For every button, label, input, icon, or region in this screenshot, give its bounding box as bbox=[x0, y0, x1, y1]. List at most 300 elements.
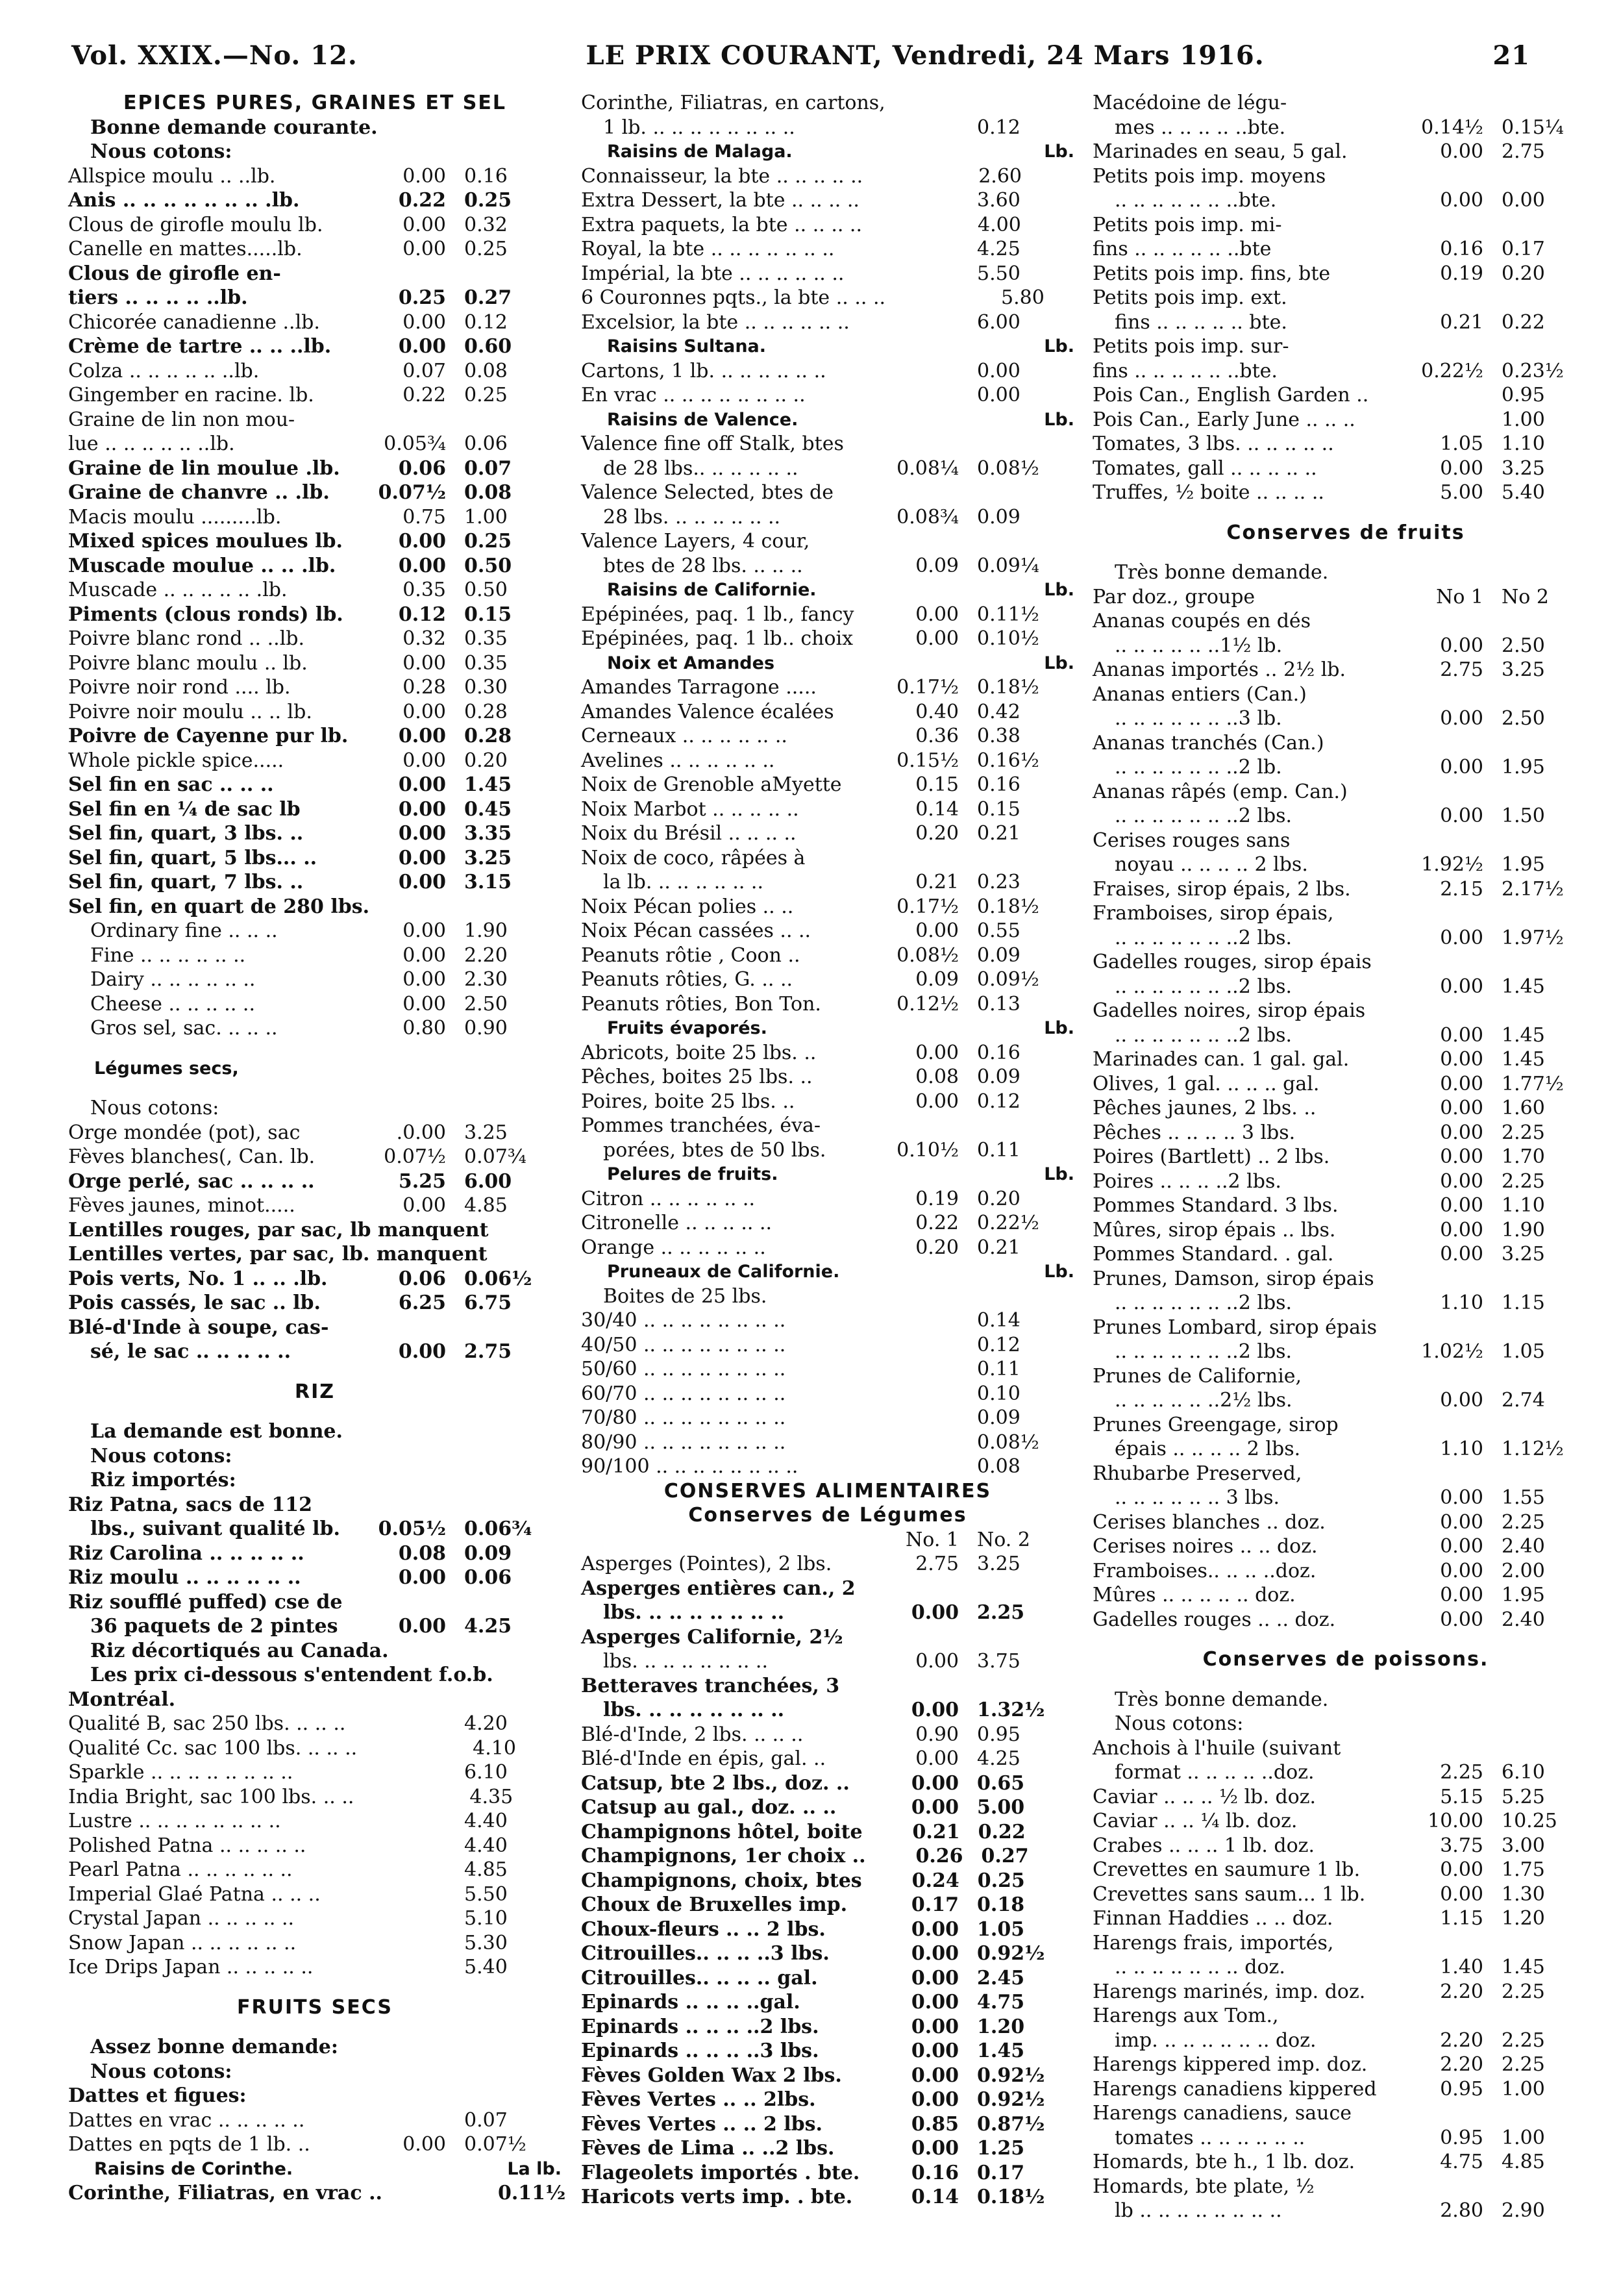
item-label: Anis .. .. .. .. .. .. .. .lb. bbox=[68, 189, 300, 212]
item-label: Epinards .. .. .. ..gal. bbox=[581, 1991, 800, 2014]
price-high: 1.45 bbox=[1502, 1023, 1545, 1047]
price-high: 1.15 bbox=[1502, 1292, 1545, 1314]
price-row bbox=[581, 1430, 1074, 1455]
price-low: 0.90 bbox=[915, 1723, 959, 1746]
item-label: Royal, la bte .. .. .. .. .. .. .. bbox=[581, 238, 835, 260]
price-values bbox=[1386, 408, 1599, 432]
subsection-title: Raisins de Valence. bbox=[607, 409, 798, 430]
price-values bbox=[349, 700, 562, 725]
price-high: 0.12 bbox=[977, 1090, 1020, 1113]
subsection-heading bbox=[581, 334, 1074, 359]
price-values bbox=[861, 2015, 1074, 2040]
price-values bbox=[349, 1016, 562, 1041]
price-row bbox=[1093, 755, 1599, 780]
item-label: 36 paquets de 2 pintes bbox=[90, 1615, 338, 1638]
item-label: Haricots verts imp. . bte. bbox=[581, 2186, 853, 2208]
text-line: Sel fin, en quart de 280 lbs. bbox=[68, 895, 370, 918]
price-values bbox=[861, 1406, 1074, 1430]
item-label: fins .. .. .. .. .. ..bte. bbox=[1093, 359, 1278, 382]
item-label: Finnan Haddies .. .. doz. bbox=[1093, 1907, 1333, 1930]
price-high: 0.21 bbox=[977, 1236, 1020, 1259]
price-row bbox=[1093, 1096, 1599, 1121]
price-high: 1.05 bbox=[977, 1917, 1025, 1941]
price-low: 0.06 bbox=[398, 456, 446, 480]
item-label: Extra Dessert, la bte .. .. .. .. bbox=[581, 189, 860, 212]
price-row bbox=[68, 2132, 562, 2157]
price-low bbox=[349, 1882, 446, 1907]
item-label: 1 lb. .. .. .. .. .. .. .. .. bbox=[603, 116, 795, 139]
unit-label: La lb. bbox=[507, 2158, 562, 2179]
price-values bbox=[349, 1145, 562, 1169]
text-line: Lentilles rouges, par sac, lb manquent bbox=[68, 1218, 489, 1242]
price-row bbox=[581, 1844, 1074, 1869]
item-label: lb .. .. .. .. .. .. .. .. bbox=[1115, 2199, 1282, 2222]
price-low: 0.00 bbox=[1440, 1097, 1483, 1119]
price-values bbox=[861, 359, 1074, 384]
price-high: 10.25 bbox=[1502, 1810, 1557, 1832]
price-high: 5.40 bbox=[1502, 481, 1545, 504]
price-values bbox=[861, 1308, 1074, 1333]
item-label: lbs. .. .. .. .. .. .. .. bbox=[603, 1650, 768, 1673]
price-low: 0.00 bbox=[1440, 926, 1483, 949]
price-low: 0.05½ bbox=[378, 1517, 446, 1540]
unit-label: Lb. bbox=[1044, 653, 1074, 673]
text-line: Nous cotons: bbox=[90, 1444, 232, 1467]
price-low: 0.00 bbox=[1440, 1243, 1483, 1266]
price-high: 1.90 bbox=[1502, 1218, 1545, 1242]
price-values bbox=[1386, 262, 1599, 286]
price-low: 2.25 bbox=[1440, 1761, 1483, 1784]
price-values bbox=[1386, 456, 1599, 481]
price-row bbox=[581, 456, 1074, 481]
price-high: 2.30 bbox=[464, 968, 508, 991]
price-values bbox=[1386, 658, 1599, 682]
price-values bbox=[349, 724, 562, 749]
price-values bbox=[861, 2039, 1074, 2064]
price-values bbox=[349, 675, 562, 700]
price-low: 0.22 bbox=[398, 189, 446, 212]
price-high: 0.12 bbox=[464, 310, 508, 334]
price-row bbox=[1093, 1437, 1599, 1462]
price-values bbox=[861, 116, 1074, 140]
price-row bbox=[581, 797, 1074, 822]
text-line: Prunes de Californie, bbox=[1093, 1364, 1302, 1388]
price-low: 0.20 bbox=[915, 822, 959, 845]
price-values bbox=[1386, 1809, 1599, 1834]
price-high: 2.75 bbox=[464, 1340, 512, 1363]
price-low: 0.00 bbox=[402, 310, 446, 334]
price-high: 1.95 bbox=[1502, 853, 1545, 876]
item-label: 70/80 .. .. .. .. .. .. .. .. bbox=[581, 1406, 786, 1429]
price-high: 6.10 bbox=[1502, 1761, 1545, 1784]
price-values bbox=[349, 334, 562, 359]
price-row bbox=[68, 554, 562, 579]
price-high: 3.25 bbox=[464, 1121, 508, 1144]
price-row bbox=[1093, 585, 1599, 610]
unit-label: Lb. bbox=[1044, 1164, 1074, 1184]
price-values bbox=[862, 213, 1075, 238]
price-high: 1.60 bbox=[1502, 1097, 1545, 1119]
price-low: 0.00 bbox=[1440, 1882, 1483, 1906]
price-high: 0.15 bbox=[464, 603, 512, 626]
price-row bbox=[581, 237, 1074, 262]
item-label: Catsup au gal., doz. .. .. bbox=[581, 1796, 837, 1819]
price-row bbox=[581, 2136, 1074, 2161]
price-low: 0.12 bbox=[398, 603, 446, 626]
item-label: Gadelles rouges .. .. doz. bbox=[1093, 1608, 1336, 1631]
item-label: 30/40 .. .. .. .. .. .. .. .. bbox=[581, 1309, 786, 1332]
item-label: Snow Japan .. .. .. .. .. .. bbox=[68, 1931, 297, 1954]
price-low: 5.00 bbox=[1440, 481, 1483, 504]
price-values bbox=[1386, 2126, 1599, 2151]
item-label: noyau .. .. .. .. 2 lbs. bbox=[1115, 853, 1308, 876]
price-row bbox=[581, 821, 1074, 846]
price-row bbox=[1093, 383, 1599, 408]
price-values bbox=[885, 286, 1098, 310]
price-low bbox=[354, 1785, 451, 1810]
text-line: Corinthe, Filiatras, en cartons, bbox=[581, 92, 885, 114]
price-values bbox=[1386, 1193, 1599, 1218]
item-label: Graine de chanvre .. .lb. bbox=[68, 481, 330, 504]
subsection-heading bbox=[581, 578, 1074, 603]
price-values bbox=[1386, 1906, 1599, 1931]
item-label: .. .. .. .. .. .. ..2 lbs. bbox=[1115, 975, 1293, 998]
price-high: 0.21 bbox=[977, 822, 1020, 845]
item-label: imp. .. .. .. .. .. .. doz. bbox=[1115, 2028, 1317, 2052]
price-high: 4.00 bbox=[978, 213, 1021, 236]
price-values bbox=[861, 967, 1074, 992]
subsection-title: Noix et Amandes bbox=[607, 653, 775, 673]
price-row bbox=[68, 1517, 562, 1541]
price-low bbox=[357, 1736, 454, 1761]
item-label: En vrac .. .. .. .. .. .. .. .. bbox=[581, 384, 806, 406]
price-row bbox=[68, 529, 562, 554]
price-row bbox=[68, 1121, 562, 1145]
price-high: 0.25 bbox=[464, 189, 512, 212]
price-values bbox=[349, 1858, 562, 1882]
item-label: Catsup, bte 2 lbs., doz. .. bbox=[581, 1771, 850, 1795]
price-row bbox=[1093, 408, 1599, 432]
spacer bbox=[68, 1364, 562, 1380]
item-label: Noix Pécan cassées .. .. bbox=[581, 919, 811, 942]
text-line: Asperges Californie, 2½ bbox=[581, 1625, 843, 1649]
subsection-title: Raisins de Malaga. bbox=[607, 142, 793, 162]
price-low: 0.10½ bbox=[897, 1138, 959, 1162]
price-row bbox=[1093, 1316, 1599, 1340]
price-row bbox=[581, 895, 1074, 919]
price-values bbox=[861, 749, 1074, 773]
price-values bbox=[863, 164, 1076, 189]
price-high: 2.00 bbox=[1502, 1559, 1545, 1582]
price-values bbox=[1386, 2053, 1599, 2077]
price-values bbox=[349, 1931, 562, 1956]
price-values bbox=[861, 456, 1074, 481]
price-high: 0.30 bbox=[464, 676, 508, 699]
text-line: Graine de lin non mou- bbox=[68, 408, 295, 431]
item-label: Impérial, la bte .. .. .. .. .. .. bbox=[581, 262, 845, 285]
price-low bbox=[885, 286, 983, 310]
price-row bbox=[68, 2181, 566, 2206]
price-row bbox=[581, 2185, 1074, 2210]
item-label: Extra paquets, la bte .. .. .. .. bbox=[581, 213, 862, 236]
item-label: Connaisseur, la bte .. .. .. .. .. bbox=[581, 164, 863, 188]
price-values bbox=[1386, 1023, 1599, 1048]
item-label: Cerises noires .. .. doz. bbox=[1093, 1535, 1318, 1558]
price-high: 0.45 bbox=[464, 797, 512, 821]
text-line: Harengs frais, importés, bbox=[1093, 1931, 1334, 1954]
section-heading: RIZ bbox=[294, 1380, 335, 1403]
item-label: tomates .. .. .. .. .. .. bbox=[1115, 2126, 1305, 2149]
item-label: btes de 28 lbs. .. .. .. bbox=[603, 554, 803, 577]
unit-label: Lb. bbox=[1044, 409, 1074, 430]
price-high: 0.28 bbox=[464, 725, 512, 747]
price-values bbox=[861, 1528, 1074, 1553]
column-1 bbox=[68, 91, 566, 2283]
price-values bbox=[1386, 804, 1599, 829]
price-row bbox=[68, 1858, 562, 1882]
price-values bbox=[861, 1454, 1074, 1479]
price-values bbox=[1386, 1486, 1599, 1510]
price-row bbox=[581, 1723, 1074, 1747]
price-low bbox=[349, 1858, 446, 1882]
price-row bbox=[68, 1882, 562, 1907]
price-row bbox=[68, 846, 562, 871]
price-high: 5.50 bbox=[464, 1882, 508, 1906]
price-row bbox=[68, 1614, 562, 1639]
column-3 bbox=[1093, 91, 1599, 2283]
price-row bbox=[581, 1771, 1074, 1796]
price-row bbox=[581, 1941, 1074, 1966]
item-label: Chicorée canadienne ..lb. bbox=[68, 310, 320, 334]
price-low: No. 1 bbox=[906, 1528, 959, 1551]
price-high: 0.18½ bbox=[977, 676, 1039, 699]
price-row bbox=[68, 1169, 562, 1194]
price-low: 0.28 bbox=[402, 676, 446, 699]
price-low: 0.00 bbox=[1440, 140, 1483, 163]
price-row bbox=[1093, 1218, 1599, 1243]
price-row bbox=[68, 359, 562, 384]
price-row bbox=[581, 1747, 1074, 1771]
item-label: Caviar .. .. ¼ lb. doz. bbox=[1093, 1810, 1298, 1832]
price-low: 0.06 bbox=[398, 1267, 446, 1290]
price-values bbox=[349, 1760, 562, 1785]
price-high: 0.22 bbox=[978, 1820, 1026, 1843]
price-row bbox=[1093, 634, 1599, 658]
price-low: 0.40 bbox=[915, 700, 959, 723]
price-high: 5.25 bbox=[1502, 1785, 1545, 1808]
text-line: Gadelles noires, sirop épais bbox=[1093, 999, 1366, 1022]
price-high: 0.18 bbox=[977, 1893, 1025, 1916]
price-high: 3.25 bbox=[464, 846, 512, 869]
item-label: sé, le sac .. .. .. .. .. bbox=[90, 1340, 291, 1363]
price-low: 0.17½ bbox=[897, 895, 959, 918]
price-high: 2.20 bbox=[464, 943, 508, 967]
price-values bbox=[1386, 755, 1599, 780]
price-row bbox=[68, 383, 562, 408]
item-label: Orange .. .. .. .. .. .. bbox=[581, 1236, 766, 1259]
price-row bbox=[581, 1990, 1074, 2015]
price-values bbox=[1386, 1388, 1599, 1413]
column-2 bbox=[581, 91, 1074, 2283]
price-high: 0.50 bbox=[464, 554, 512, 577]
price-values bbox=[349, 651, 562, 676]
price-row bbox=[68, 1712, 562, 1736]
price-row bbox=[1093, 1193, 1599, 1218]
subsection-heading bbox=[581, 651, 1074, 676]
price-row bbox=[581, 286, 1074, 310]
price-high: 0.20 bbox=[1502, 262, 1545, 285]
price-row bbox=[581, 724, 1074, 749]
price-high: 1.00 bbox=[464, 505, 508, 529]
price-values bbox=[861, 310, 1074, 335]
price-row bbox=[581, 1552, 1074, 1577]
price-values bbox=[861, 675, 1074, 700]
item-label: Tomates, 3 lbs. .. .. .. .. .. bbox=[1093, 432, 1334, 455]
price-row bbox=[581, 967, 1074, 992]
price-values bbox=[1386, 1047, 1599, 1072]
price-values bbox=[861, 1649, 1074, 1674]
price-row bbox=[1093, 1834, 1599, 1858]
price-high: 0.12 bbox=[977, 116, 1020, 139]
price-high: 0.18½ bbox=[977, 895, 1039, 918]
price-values bbox=[861, 603, 1074, 627]
price-low bbox=[349, 1955, 446, 1980]
item-label: Pois Can., Early June .. .. .. bbox=[1093, 408, 1355, 431]
price-row bbox=[1093, 2199, 1599, 2223]
price-low: 0.00 bbox=[402, 968, 446, 991]
price-high: 0.28 bbox=[464, 700, 508, 723]
price-row bbox=[581, 1236, 1074, 1260]
price-high: 1.00 bbox=[1502, 2126, 1545, 2149]
price-low bbox=[861, 188, 959, 213]
price-high: 2.74 bbox=[1502, 1389, 1545, 1412]
price-high: 2.25 bbox=[1502, 1980, 1545, 2003]
price-high: 5.80 bbox=[1001, 286, 1045, 309]
item-label: Orge perlé, sac .. .. .. .. bbox=[68, 1169, 315, 1193]
price-low: 0.00 bbox=[1440, 1486, 1483, 1509]
price-high: 2.25 bbox=[1502, 2053, 1545, 2076]
price-row bbox=[68, 505, 562, 530]
price-high: 0.15 bbox=[977, 797, 1020, 821]
price-row bbox=[68, 773, 562, 797]
price-low: 0.19 bbox=[915, 1187, 959, 1210]
price-values bbox=[861, 1187, 1074, 1212]
price-high: 0.07½ bbox=[464, 2133, 526, 2156]
item-label: Fèves de Lima .. ..2 lbs. bbox=[581, 2137, 835, 2160]
price-high: 0.23 bbox=[977, 871, 1020, 893]
item-label: Petits pois imp. fins, bte bbox=[1093, 262, 1331, 285]
price-row bbox=[1093, 1047, 1599, 1072]
item-label: Crevettes en saumure 1 lb. bbox=[1093, 1858, 1361, 1881]
price-high: 2.25 bbox=[1502, 2028, 1545, 2052]
price-row bbox=[581, 943, 1074, 968]
price-row bbox=[68, 870, 562, 895]
price-high: 2.90 bbox=[1502, 2199, 1545, 2222]
text-line: Prunes Greengage, sirop bbox=[1093, 1413, 1339, 1436]
text-line: Riz importés: bbox=[90, 1469, 236, 1491]
text-line: Petits pois imp. moyens bbox=[1093, 164, 1326, 188]
price-row bbox=[68, 1193, 562, 1218]
price-row bbox=[68, 1291, 562, 1316]
price-row bbox=[68, 456, 562, 481]
price-low: 0.00 bbox=[915, 1747, 959, 1770]
price-values bbox=[861, 724, 1074, 749]
price-high: 0.65 bbox=[977, 1771, 1025, 1795]
price-values bbox=[861, 1138, 1074, 1163]
price-low: 0.08 bbox=[398, 1541, 446, 1565]
price-low: No 1 bbox=[1436, 585, 1483, 608]
price-values bbox=[1386, 1437, 1599, 1462]
price-row bbox=[1093, 1906, 1599, 1931]
item-label: Homards, bte h., 1 lb. doz. bbox=[1093, 2151, 1355, 2173]
price-values bbox=[1386, 1510, 1599, 1535]
price-row bbox=[68, 603, 562, 627]
price-values bbox=[349, 237, 562, 262]
price-values bbox=[357, 1736, 570, 1761]
price-low: 5.25 bbox=[398, 1169, 446, 1193]
price-values bbox=[349, 846, 562, 871]
text-line: Les prix ci-dessous s'entendent f.o.b. bbox=[90, 1664, 493, 1686]
price-high: 5.30 bbox=[464, 1931, 508, 1954]
item-label: .. .. .. .. .. .. .. doz. bbox=[1115, 1956, 1285, 1978]
price-values bbox=[1386, 237, 1599, 262]
item-label: .. .. .. .. .. .. ..2 lbs. bbox=[1115, 805, 1293, 827]
item-label: Abricots, boite 25 lbs. .. bbox=[581, 1041, 817, 1064]
price-row bbox=[68, 821, 562, 846]
item-label: Fèves Vertes .. .. 2lbs. bbox=[581, 2088, 816, 2111]
text-line: Framboises, sirop épais, bbox=[1093, 902, 1334, 925]
price-high: 0.07 bbox=[464, 456, 512, 480]
price-row bbox=[1093, 2028, 1599, 2053]
price-low: 0.20 bbox=[915, 1236, 959, 1259]
price-low bbox=[861, 1333, 959, 1358]
price-high: 1.95 bbox=[1502, 1584, 1545, 1606]
item-label: Choux-fleurs .. .. 2 lbs. bbox=[581, 1917, 826, 1941]
item-label: Sel fin, quart, 3 lbs. .. bbox=[68, 822, 304, 845]
price-high: 0.06½ bbox=[464, 1267, 532, 1290]
price-row bbox=[1093, 706, 1599, 731]
item-label: .. .. .. .. .. .. ..2 lbs. bbox=[1115, 926, 1293, 949]
price-values bbox=[861, 1698, 1074, 1723]
price-values bbox=[349, 603, 562, 627]
item-label: Harengs marinés, imp. doz. bbox=[1093, 1980, 1366, 2003]
price-high: 1.12½ bbox=[1502, 1438, 1564, 1460]
price-high: 5.50 bbox=[977, 262, 1020, 285]
item-label: Orge mondée (pot), sac bbox=[68, 1121, 301, 1144]
price-high: 0.07 bbox=[464, 2108, 508, 2132]
price-row bbox=[68, 1340, 562, 1364]
price-values bbox=[861, 188, 1074, 213]
price-high: 1.50 bbox=[1502, 805, 1545, 827]
item-label: Caviar .. .. .. ½ lb. doz. bbox=[1093, 1785, 1317, 1808]
price-row bbox=[581, 1308, 1074, 1333]
text-line: Blé-d'Inde à soupe, cas- bbox=[68, 1316, 329, 1339]
item-label: Poires, boite 25 lbs. .. bbox=[581, 1090, 795, 1113]
text-line: Ananas coupés en dés bbox=[1093, 610, 1311, 632]
price-row bbox=[581, 675, 1074, 700]
text-line: Macédoine de légu- bbox=[1093, 92, 1287, 114]
price-values bbox=[349, 1712, 562, 1736]
price-low: 0.16 bbox=[911, 2161, 959, 2184]
item-label: Colza .. .. .. .. .. ..lb. bbox=[68, 359, 260, 382]
price-row bbox=[1093, 1072, 1599, 1097]
item-label: Fèves Vertes .. .. 2 lbs. bbox=[581, 2112, 823, 2136]
price-values bbox=[1386, 634, 1599, 658]
price-low bbox=[349, 1760, 446, 1785]
price-values bbox=[349, 870, 562, 895]
text-line: Betteraves tranchées, 3 bbox=[581, 1674, 840, 1697]
price-row bbox=[68, 1145, 562, 1169]
